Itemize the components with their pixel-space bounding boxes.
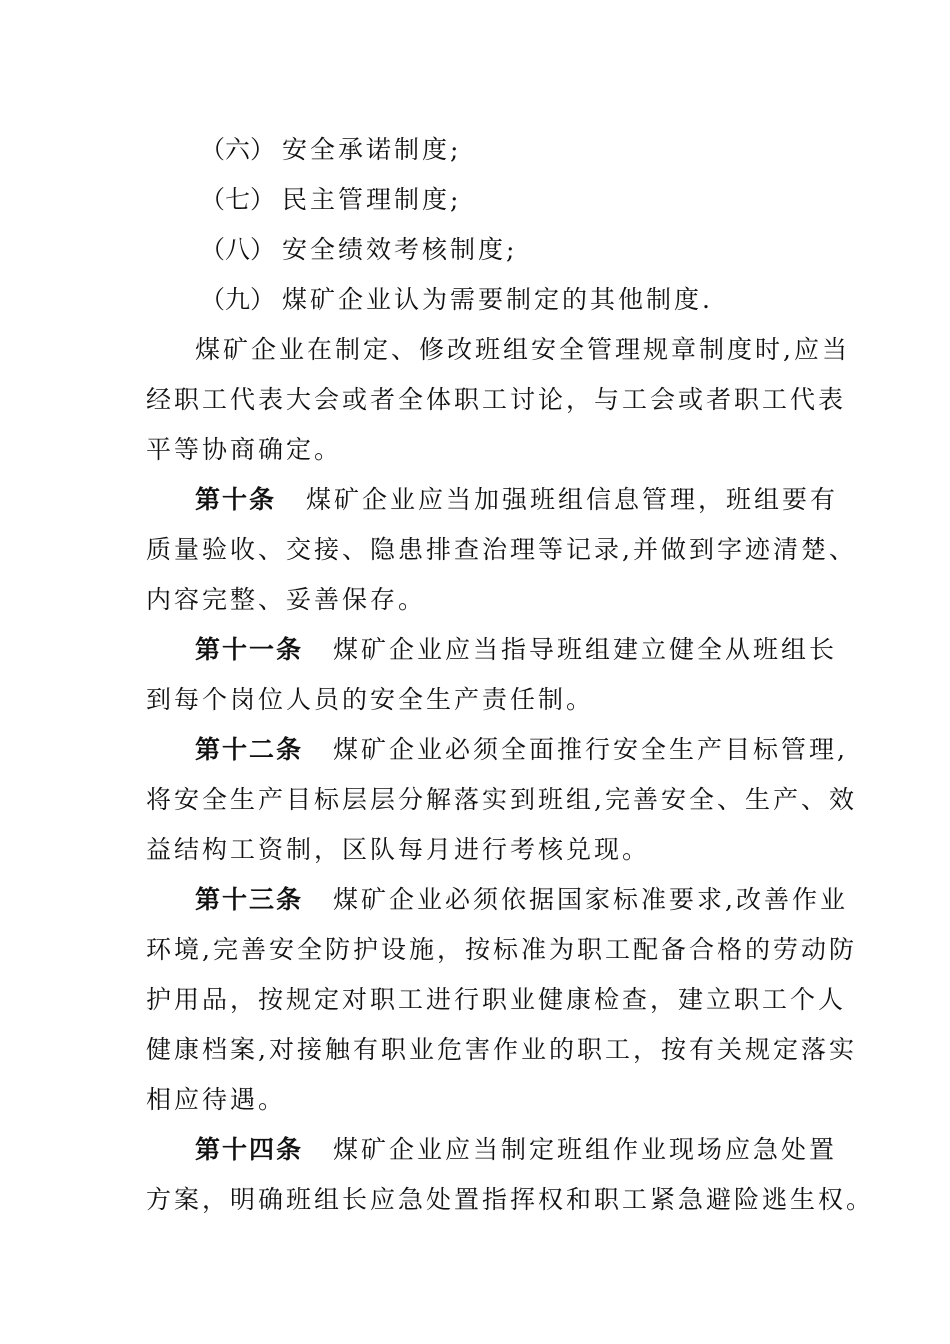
article-text: 煤矿企业必须全面推行安全生产目标管理, [333, 735, 848, 764]
list-item [200, 134, 461, 166]
article-title: 第十四条 [195, 1135, 304, 1164]
list-item-number: （七） [200, 185, 276, 214]
article-text: 煤矿企业应当加强班组信息管理，班组要有 [306, 485, 839, 514]
article-10-first-line [195, 484, 838, 516]
article-11-first-line [195, 634, 837, 666]
article-line: 护用品，按规定对职工进行职业健康检查，建立职工个人 [146, 985, 847, 1014]
list-item-text: 安全承诺制度; [282, 135, 462, 164]
article-text: 煤矿企业必须依据国家标准要求,改善作业 [333, 885, 848, 914]
list-item-number: （八） [200, 235, 276, 264]
list-item-text: 民主管理制度; [282, 185, 462, 214]
article-title: 第十二条 [195, 735, 304, 764]
article-line: 质量验收、交接、隐患排查治理等记录,并做到字迹清楚、 [146, 535, 857, 564]
article-line: 益结构工资制，区队每月进行考核兑现。 [146, 835, 651, 864]
article-line: 内容完整、妥善保存。 [146, 585, 427, 614]
article-title: 第十三条 [195, 885, 304, 914]
article-text: 煤矿企业应当指导班组建立健全从班组长 [333, 635, 838, 664]
article-line: 方案，明确班组长应急处置指挥权和职工紧急避险逃生权。 [146, 1185, 875, 1214]
article-13-first-line [195, 884, 848, 916]
article-title: 第十一条 [195, 635, 304, 664]
article-line: 相应待遇。 [146, 1085, 287, 1114]
article-12-first-line [195, 734, 848, 766]
list-item-number: （六） [200, 135, 276, 164]
list-item [200, 184, 461, 216]
paragraph-line: 煤矿企业在制定、修改班组安全管理规章制度时,应当 [195, 335, 850, 364]
article-line: 到每个岗位人员的安全生产责任制。 [146, 685, 595, 714]
paragraph-line: 经职工代表大会或者全体职工讨论，与工会或者职工代表 [146, 385, 847, 414]
article-line: 环境,完善安全防护设施，按标准为职工配备合格的劳动防 [146, 935, 857, 964]
paragraph-line: 平等协商确定。 [146, 435, 343, 464]
article-text: 煤矿企业应当制定班组作业现场应急处置 [333, 1135, 838, 1164]
list-item-text: 安全绩效考核制度; [282, 235, 518, 264]
list-item-text: 煤矿企业认为需要制定的其他制度. [282, 285, 713, 314]
list-item [200, 234, 517, 266]
article-title: 第十条 [195, 485, 277, 514]
list-item [200, 284, 713, 316]
article-line: 健康档案,对接触有职业危害作业的职工，按有关规定落实 [146, 1035, 857, 1064]
article-14-first-line [195, 1134, 837, 1166]
list-item-number: （九） [200, 285, 276, 314]
article-line: 将安全生产目标层层分解落实到班组,完善安全、生产、效 [146, 785, 857, 814]
